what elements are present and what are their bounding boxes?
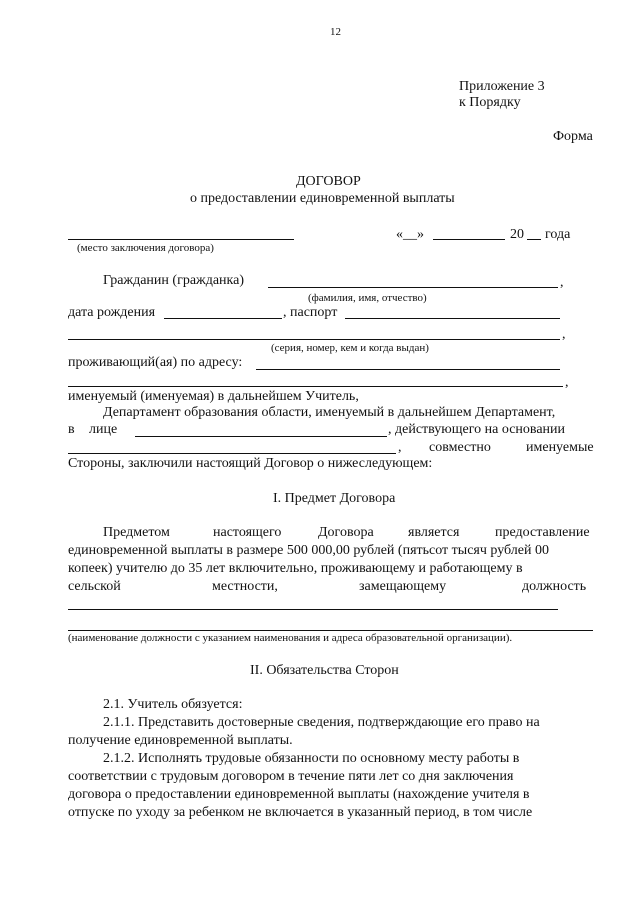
section-1-line-1-w4: является xyxy=(408,525,460,540)
parties-concluded: Стороны, заключили настоящий Договор о нижеследующем: xyxy=(68,456,433,471)
jointly-word: совместно xyxy=(429,440,491,455)
named-word: именуемые xyxy=(526,440,594,455)
section-1-line-1-w5: предоставление xyxy=(495,525,590,540)
section-1-line-1-w2: настоящего xyxy=(213,525,282,540)
passport-line-2 xyxy=(68,339,560,340)
clause-2-1-1-line-2: получение единовременной выплаты. xyxy=(68,733,293,748)
appendix-line-2: к Порядку xyxy=(459,95,521,110)
section-1-line-3: копеек) учителю до 35 лет включительно, проживающему и работающему в xyxy=(68,561,523,576)
in-person-b: лице xyxy=(89,422,118,437)
address-label: проживающий(ая) по адресу: xyxy=(68,355,243,370)
fio-caption: (фамилия, имя, отчество) xyxy=(308,292,427,304)
birth-date-line xyxy=(164,318,282,319)
position-caption: (наименование должности с указанием наименования и адреса образовательной организации). xyxy=(68,632,513,644)
appendix-line-1: Приложение 3 xyxy=(459,79,545,94)
clause-2-1-2-line-1: 2.1.2. Исполнять трудовые обязанности по основному месту работы в xyxy=(103,751,520,766)
citizen-label: Гражданин (гражданка) xyxy=(103,273,244,288)
passport-label: , паспорт xyxy=(283,305,338,320)
passport-line-1 xyxy=(345,318,560,319)
address-line-1 xyxy=(256,369,560,370)
clause-2-1: 2.1. Учитель обязуется: xyxy=(103,697,243,712)
section-1-line-1-w3: Договора xyxy=(318,525,374,540)
basis-line xyxy=(68,453,396,454)
section-1-line-1-w1: Предметом xyxy=(103,525,170,540)
citizen-name-line xyxy=(268,287,558,288)
jointly-comma: , xyxy=(398,440,402,455)
place-blank-line xyxy=(68,239,294,240)
document-title: ДОГОВОР xyxy=(296,174,361,189)
section-2-heading: II. Обязательства Сторон xyxy=(250,663,399,678)
section-1-line-4-w4: должность xyxy=(522,579,587,594)
clause-2-1-2-line-2: соответствии с трудовым договором в течение пяти лет со дня заключения xyxy=(68,769,514,784)
section-1-line-4-w2: местности, xyxy=(212,579,278,594)
form-label: Форма xyxy=(553,129,593,144)
address-line-2 xyxy=(68,386,563,387)
date-prefix: «__» xyxy=(396,227,424,242)
date-blank-line xyxy=(433,239,505,240)
acting-basis: , действующего на основании xyxy=(388,422,566,437)
passport-caption: (серия, номер, кем и когда выдан) xyxy=(271,342,429,354)
clause-2-1-1-line-1: 2.1.1. Представить достоверные сведения, подтверждающие его право на xyxy=(103,715,540,730)
clause-2-1-2-line-4: отпуске по уходу за ребенком не включается в указанный период, в том числе xyxy=(68,805,533,820)
year-blank-line xyxy=(527,239,541,240)
year-suffix: года xyxy=(545,227,571,242)
section-1-line-2: единовременной выплаты в размере 500 000,00 рублей (пятьсот тысяч рублей 00 xyxy=(68,543,549,558)
address-comma: , xyxy=(565,375,569,390)
named-teacher: именуемый (именуемая) в дальнейшем Учитель, xyxy=(68,389,359,404)
department-line: Департамент образования области, именуемый в дальнейшем Департамент, xyxy=(103,405,556,420)
year-text: 20 xyxy=(510,227,524,242)
section-1-heading: I. Предмет Договора xyxy=(273,491,396,506)
citizen-comma: , xyxy=(560,275,564,290)
clause-2-1-2-line-3: договора о предоставлении единовременной выплаты (нахождение учителя в xyxy=(68,787,530,802)
representative-line xyxy=(135,436,387,437)
document-subtitle: о предоставлении единовременной выплаты xyxy=(190,191,455,206)
page-number: 12 xyxy=(330,26,341,38)
in-person-a: в xyxy=(68,422,75,437)
position-line-2 xyxy=(68,630,593,631)
birth-label: дата рождения xyxy=(68,305,156,320)
passport-comma: , xyxy=(562,327,566,342)
section-1-line-4-w3: замещающему xyxy=(359,579,447,594)
position-line-1 xyxy=(68,609,558,610)
section-1-line-4-w1: сельской xyxy=(68,579,121,594)
place-caption: (место заключения договора) xyxy=(77,242,214,254)
